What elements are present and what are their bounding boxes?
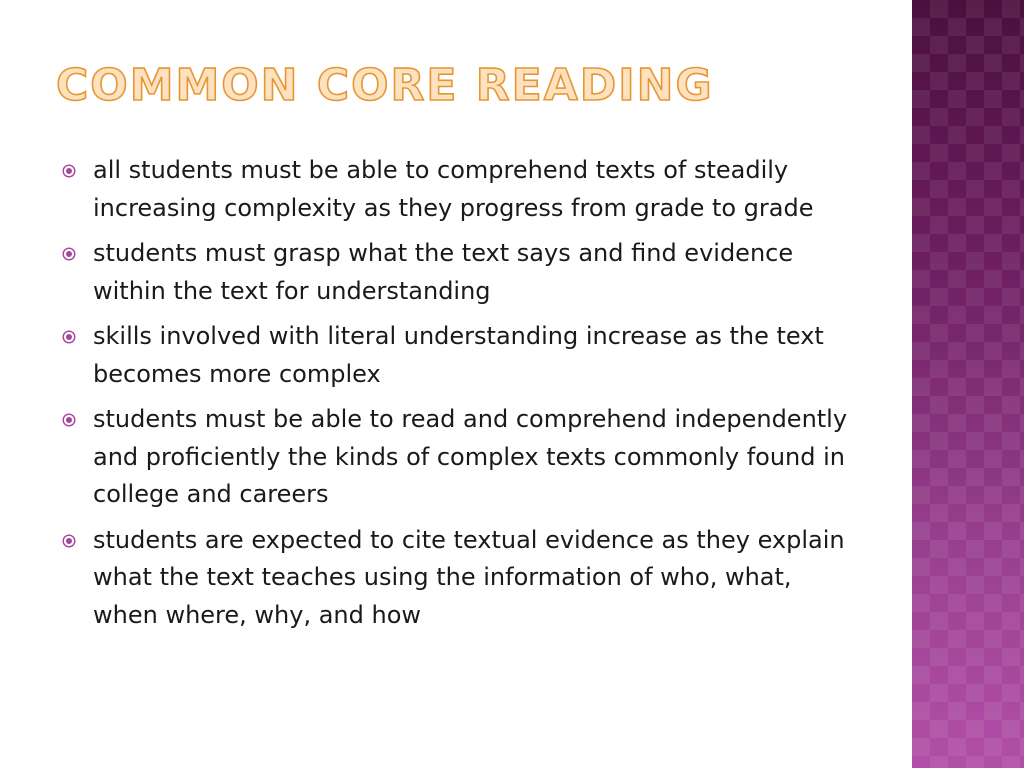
bullet-item [62,318,862,393]
bullet-item [62,401,862,514]
circled-dot-bullet-icon [62,164,76,178]
slide-title: COMMON CORE READING [56,60,714,111]
bullet-text: skills involved with literal understanding increase as the text becomes more complex [93,322,824,388]
bullet-list [62,152,862,642]
circled-dot-bullet-icon [62,247,76,261]
bullet-item [62,152,862,227]
bullet-text: all students must be able to comprehend texts of steadily increasing complexity as they progress from grade to grade [93,156,814,222]
circled-dot-bullet-icon [62,330,76,344]
bullet-item [62,235,862,310]
bullet-text: students must be able to read and comprehend independently and proficiently the kinds of complex texts commonly found in college and careers [93,405,848,508]
bullet-text: students must grasp what the text says and find evidence within the text for understanding [93,239,794,305]
bullet-text: students are expected to cite textual evidence as they explain what the text teaches using the information of who, what, when where, why, and how [93,525,845,629]
bullet-item [62,522,862,635]
decorative-side-band [912,0,1024,768]
circled-dot-bullet-icon [62,534,76,548]
circled-dot-bullet-icon [62,413,76,427]
